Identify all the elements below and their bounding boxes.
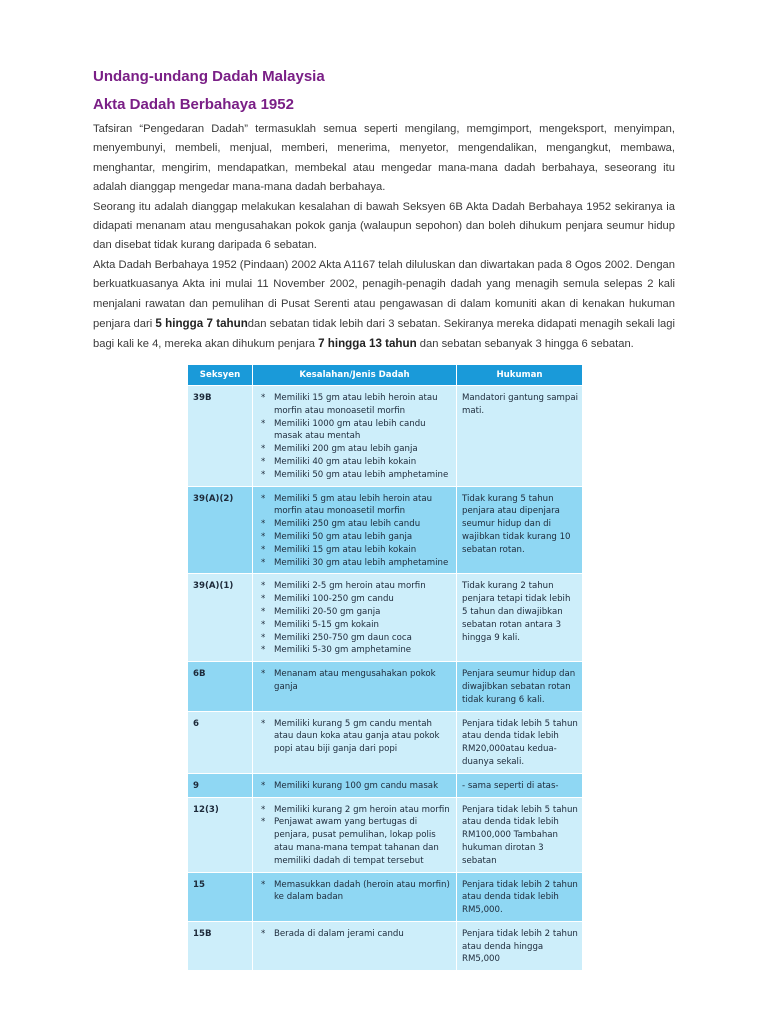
amendment-bold-2: 7 hingga 13 tahun (318, 337, 417, 351)
cell-kesalahan (253, 662, 457, 711)
paragraph-amendment (93, 256, 675, 355)
cell-hukuman: Penjara tidak lebih 2 tahun atau denda hingga RM5,000 (457, 921, 583, 970)
cell-kesalahan (253, 773, 457, 797)
amendment-text-1: Akta Dadah Berbahaya 1952 (Pindaan) 2002 Akta A1167 telah diluluskan dan diwartakan pada 8 Ogos 2002. Dengan berkuatkuasanya Akta ini mulai 11 November 2002, penagih-penagih dadah yang menagih semula selepas 2 kali menjalani rawatan dan pemulihan di Pusat Serenti atau pengawasan di dalam komuniti akan di kenakan hukuman penjara dari (93, 258, 675, 331)
offence-list (258, 780, 452, 793)
paragraph-definition: Tafsiran “Pengedaran Dadah” termasuklah semua seperti mengilang, memgimport, mengeksport, menyimpan, menyembunyi, membeli, menjual, memberi, menerima, menyetor, mengendalikan, mengangkut, membawa, menghantar, mengirim, mendapatkan, membekal atau mengedar mana-mana dadah berbahaya, seseorang itu adalah dianggap mengedar mana-mana dadah berbahaya. (93, 123, 675, 194)
cell-hukuman: Mandatori gantung sampai mati. (457, 386, 583, 487)
paragraph-section-6b: Seorang itu adalah dianggap melakukan kesalahan di bawah Seksyen 6B Akta Dadah Berbahaya 1952 sekiranya ia didapati menanam atau mengusahakan pokok ganja (walaupun sepohon) dan boleh dihukum penjara seumur hidup dan disebat tidak kurang daripada 6 sebatan. (93, 200, 675, 252)
cell-hukuman: - sama seperti di atas- (457, 773, 583, 797)
offence-item: * Memiliki kurang 100 gm candu masak (258, 780, 452, 793)
offence-list (258, 493, 452, 570)
offence-item: * Memiliki 2-5 gm heroin atau morfin (258, 580, 452, 593)
cell-seksyen: 9 (188, 773, 253, 797)
offence-item: * Memiliki 30 gm atau lebih amphetamine (258, 557, 452, 570)
cell-seksyen: 6B (188, 662, 253, 711)
cell-seksyen: 12(3) (188, 797, 253, 872)
cell-kesalahan (253, 797, 457, 872)
cell-kesalahan (253, 574, 457, 662)
offence-item: * Penjawat awam yang bertugas di penjara, pusat pemulihan, lokap polis atau mana-mana tempat tahanan dan memiliki dadah di tempat tersebut (258, 816, 452, 867)
offence-item: * Memiliki 100-250 gm candu (258, 593, 452, 606)
cell-kesalahan (253, 872, 457, 921)
table-row (188, 574, 583, 662)
offence-item: * Memiliki 5 gm atau lebih heroin atau morfin atau monoasetil morfin (258, 493, 452, 519)
cell-hukuman: Penjara seumur hidup dan diwajibkan sebatan rotan tidak kurang 6 kali. (457, 662, 583, 711)
offence-list (258, 668, 452, 694)
offence-item: * Memiliki kurang 5 gm candu mentah atau daun koka atau ganja atau pokok popi atau biji ganja dari popi (258, 718, 452, 756)
offence-item: * Memiliki 250 gm atau lebih candu (258, 518, 452, 531)
offence-list (258, 879, 452, 905)
offence-list (258, 718, 452, 756)
offence-item: * Memiliki 250-750 gm daun coca (258, 632, 452, 645)
offence-item: * Menanam atau mengusahakan pokok ganja (258, 668, 452, 694)
cell-hukuman: Penjara tidak lebih 5 tahun atau denda tidak lebih RM100,000 Tambahan hukuman dirotan 3 sebatan (457, 797, 583, 872)
table-row (188, 921, 583, 970)
offence-item: * Memiliki 200 gm atau lebih ganja (258, 443, 452, 456)
cell-kesalahan (253, 486, 457, 574)
penalty-table (187, 364, 583, 971)
offence-item: * Memiliki 50 gm atau lebih amphetamine (258, 469, 452, 482)
cell-seksyen: 15B (188, 921, 253, 970)
table-row (188, 872, 583, 921)
table-row (188, 773, 583, 797)
offence-item: * Memiliki 5-15 gm kokain (258, 619, 452, 632)
amendment-bold-1: 5 hingga 7 tahun (155, 317, 248, 331)
cell-hukuman: Penjara tidak lebih 2 tahun atau denda tidak lebih RM5,000. (457, 872, 583, 921)
offence-item: * Memiliki 20-50 gm ganja (258, 606, 452, 619)
cell-seksyen: 39(A)(1) (188, 574, 253, 662)
offence-list (258, 580, 452, 657)
cell-hukuman: Tidak kurang 2 tahun penjara tetapi tidak lebih 5 tahun dan diwajibkan sebatan rotan antara 3 hingga 9 kali. (457, 574, 583, 662)
amendment-text-2: dan sebatan tidak lebih dari 3 sebatan. Sekiranya mereka didapati menagih sekali lagi bagi kali ke 4, mereka akan dihukum penjara (93, 318, 675, 351)
header-hukuman: Hukuman (457, 365, 583, 386)
offence-item: * Memiliki 1000 gm atau lebih candu masak atau mentah (258, 418, 452, 444)
offence-item: * Memiliki kurang 2 gm heroin atau morfin (258, 804, 452, 817)
table-row (188, 711, 583, 773)
amendment-text-3: dan sebatan sebanyak 3 hingga 6 sebatan. (416, 338, 634, 351)
offence-item: * Memasukkan dadah (heroin atau morfin) ke dalam badan (258, 879, 452, 905)
offence-item: * Memiliki 50 gm atau lebih ganja (258, 531, 452, 544)
offence-item: * Memiliki 5-30 gm amphetamine (258, 644, 452, 657)
offence-list (258, 392, 452, 482)
offence-item: * Berada di dalam jerami candu (258, 928, 452, 941)
table-body (188, 386, 583, 971)
cell-seksyen: 6 (188, 711, 253, 773)
page-title: Undang-undang Dadah Malaysia (93, 68, 325, 85)
offence-item: * Memiliki 40 gm atau lebih kokain (258, 456, 452, 469)
table-row (188, 386, 583, 487)
section-title: Akta Dadah Berbahaya 1952 (93, 96, 294, 113)
cell-kesalahan (253, 386, 457, 487)
cell-seksyen: 39B (188, 386, 253, 487)
offence-list (258, 804, 452, 868)
cell-kesalahan (253, 711, 457, 773)
table-header-row (188, 365, 583, 386)
cell-kesalahan (253, 921, 457, 970)
article-body (93, 64, 675, 355)
table-row (188, 662, 583, 711)
table-row (188, 797, 583, 872)
offence-item: * Memiliki 15 gm atau lebih kokain (258, 544, 452, 557)
header-kesalahan: Kesalahan/Jenis Dadah (253, 365, 457, 386)
offence-list (258, 928, 452, 941)
header-seksyen: Seksyen (188, 365, 253, 386)
cell-hukuman: Penjara tidak lebih 5 tahun atau denda tidak lebih RM20,000atau kedua-duanya sekali. (457, 711, 583, 773)
cell-seksyen: 15 (188, 872, 253, 921)
table-row (188, 486, 583, 574)
offence-item: * Memiliki 15 gm atau lebih heroin atau morfin atau monoasetil morfin (258, 392, 452, 418)
cell-seksyen: 39(A)(2) (188, 486, 253, 574)
cell-hukuman: Tidak kurang 5 tahun penjara atau dipenjara seumur hidup dan di wajibkan tidak kurang 10 sebatan rotan. (457, 486, 583, 574)
